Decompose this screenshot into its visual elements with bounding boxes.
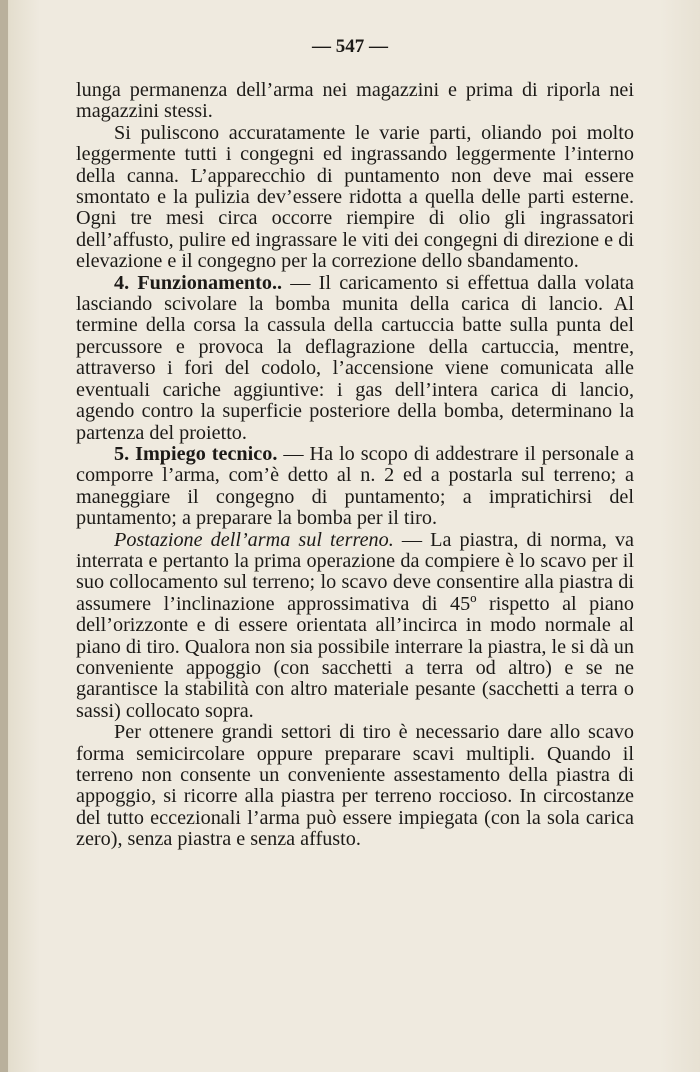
section-heading-impiego-tecnico: 5. Impiego tecnico.	[114, 442, 278, 465]
page-number: — 547 —	[312, 36, 388, 57]
subheading-postazione: Postazione dell’arma sul terreno.	[114, 528, 394, 551]
body-text	[76, 80, 634, 851]
paragraph-5	[76, 530, 634, 723]
paragraph-3	[76, 273, 634, 444]
binding-gutter	[0, 0, 8, 1072]
paragraph-2: Si puliscono accuratamente le varie parti, oliando poi molto leggermente tutti i congegni ed ingrassando leggermente l’interno della canna. L’apparecchio di puntamento non deve mai essere smontato e la pulizia dev’essere ridotta a quella delle parti esterne. Ogni tre mesi circa occorre riempire di olio gli ingrassatori dell’affusto, pulire ed ingrassare le viti dei congegni di direzione e di elevazione e il congegno per la correzione dello sbandamento.	[76, 121, 634, 273]
paragraph-5-body: — La piastra, di norma, va interrata e pertanto la prima operazione da compiere è lo scavo per il suo collocamento sul terreno; lo scavo deve consentire alla piastra di assumere l’inclinazione approssimativa di 45º rispetto al piano dell’orizzonte e di essere orientata all’incirca in modo normale al piano di tiro. Qualora non sia possibile interrare la piastra, le si dà un conveniente appoggio (con sacchetti a terra od altro) e se ne garantisce la stabilità con altro materiale pesante (sacchetti a terra o sassi) collocato sopra.	[76, 528, 634, 722]
paragraph-4-body: — Ha lo scopo di addestrare il personale a comporre l’arma, com’è detto al n. 2 ed a postarla sul terreno; a maneggiare il congegno di puntamento; a impratichirsi del puntamento; a preparare la bomba per il tiro.	[76, 442, 634, 530]
paragraph-3-body: — Il caricamento si effettua dalla volata lasciando scivolare la bomba munita della carica di lancio. Al termine della corsa la cassula della cartuccia batte sulla punta del percussore e provoca la deflagrazione della cartuccia, mentre, attraverso i fori del codolo, l’accensione viene comunicata alle eventuali cariche aggiuntive: i gas dell’intera carica di lancio, agendo contro la superficie posteriore della bomba, determinano la partenza del proietto.	[76, 271, 634, 444]
paragraph-4	[76, 444, 634, 530]
paragraph-6: Per ottenere grandi settori di tiro è necessario dare allo scavo forma semicircolare oppure preparare scavi multipli. Quando il terreno non consente un conveniente assestamento della piastra di appoggio, si ricorre alla piastra per terreno roccioso. In circostanze del tutto eccezionali l’arma può essere impiegata (con la sola carica zero), senza piastra e senza affusto.	[76, 721, 634, 851]
section-heading-funzionamento: 4. Funzionamento..	[114, 271, 283, 294]
paragraph-1: lunga permanenza dell’arma nei magazzini e prima di riporla nei magazzini stessi.	[76, 79, 634, 123]
